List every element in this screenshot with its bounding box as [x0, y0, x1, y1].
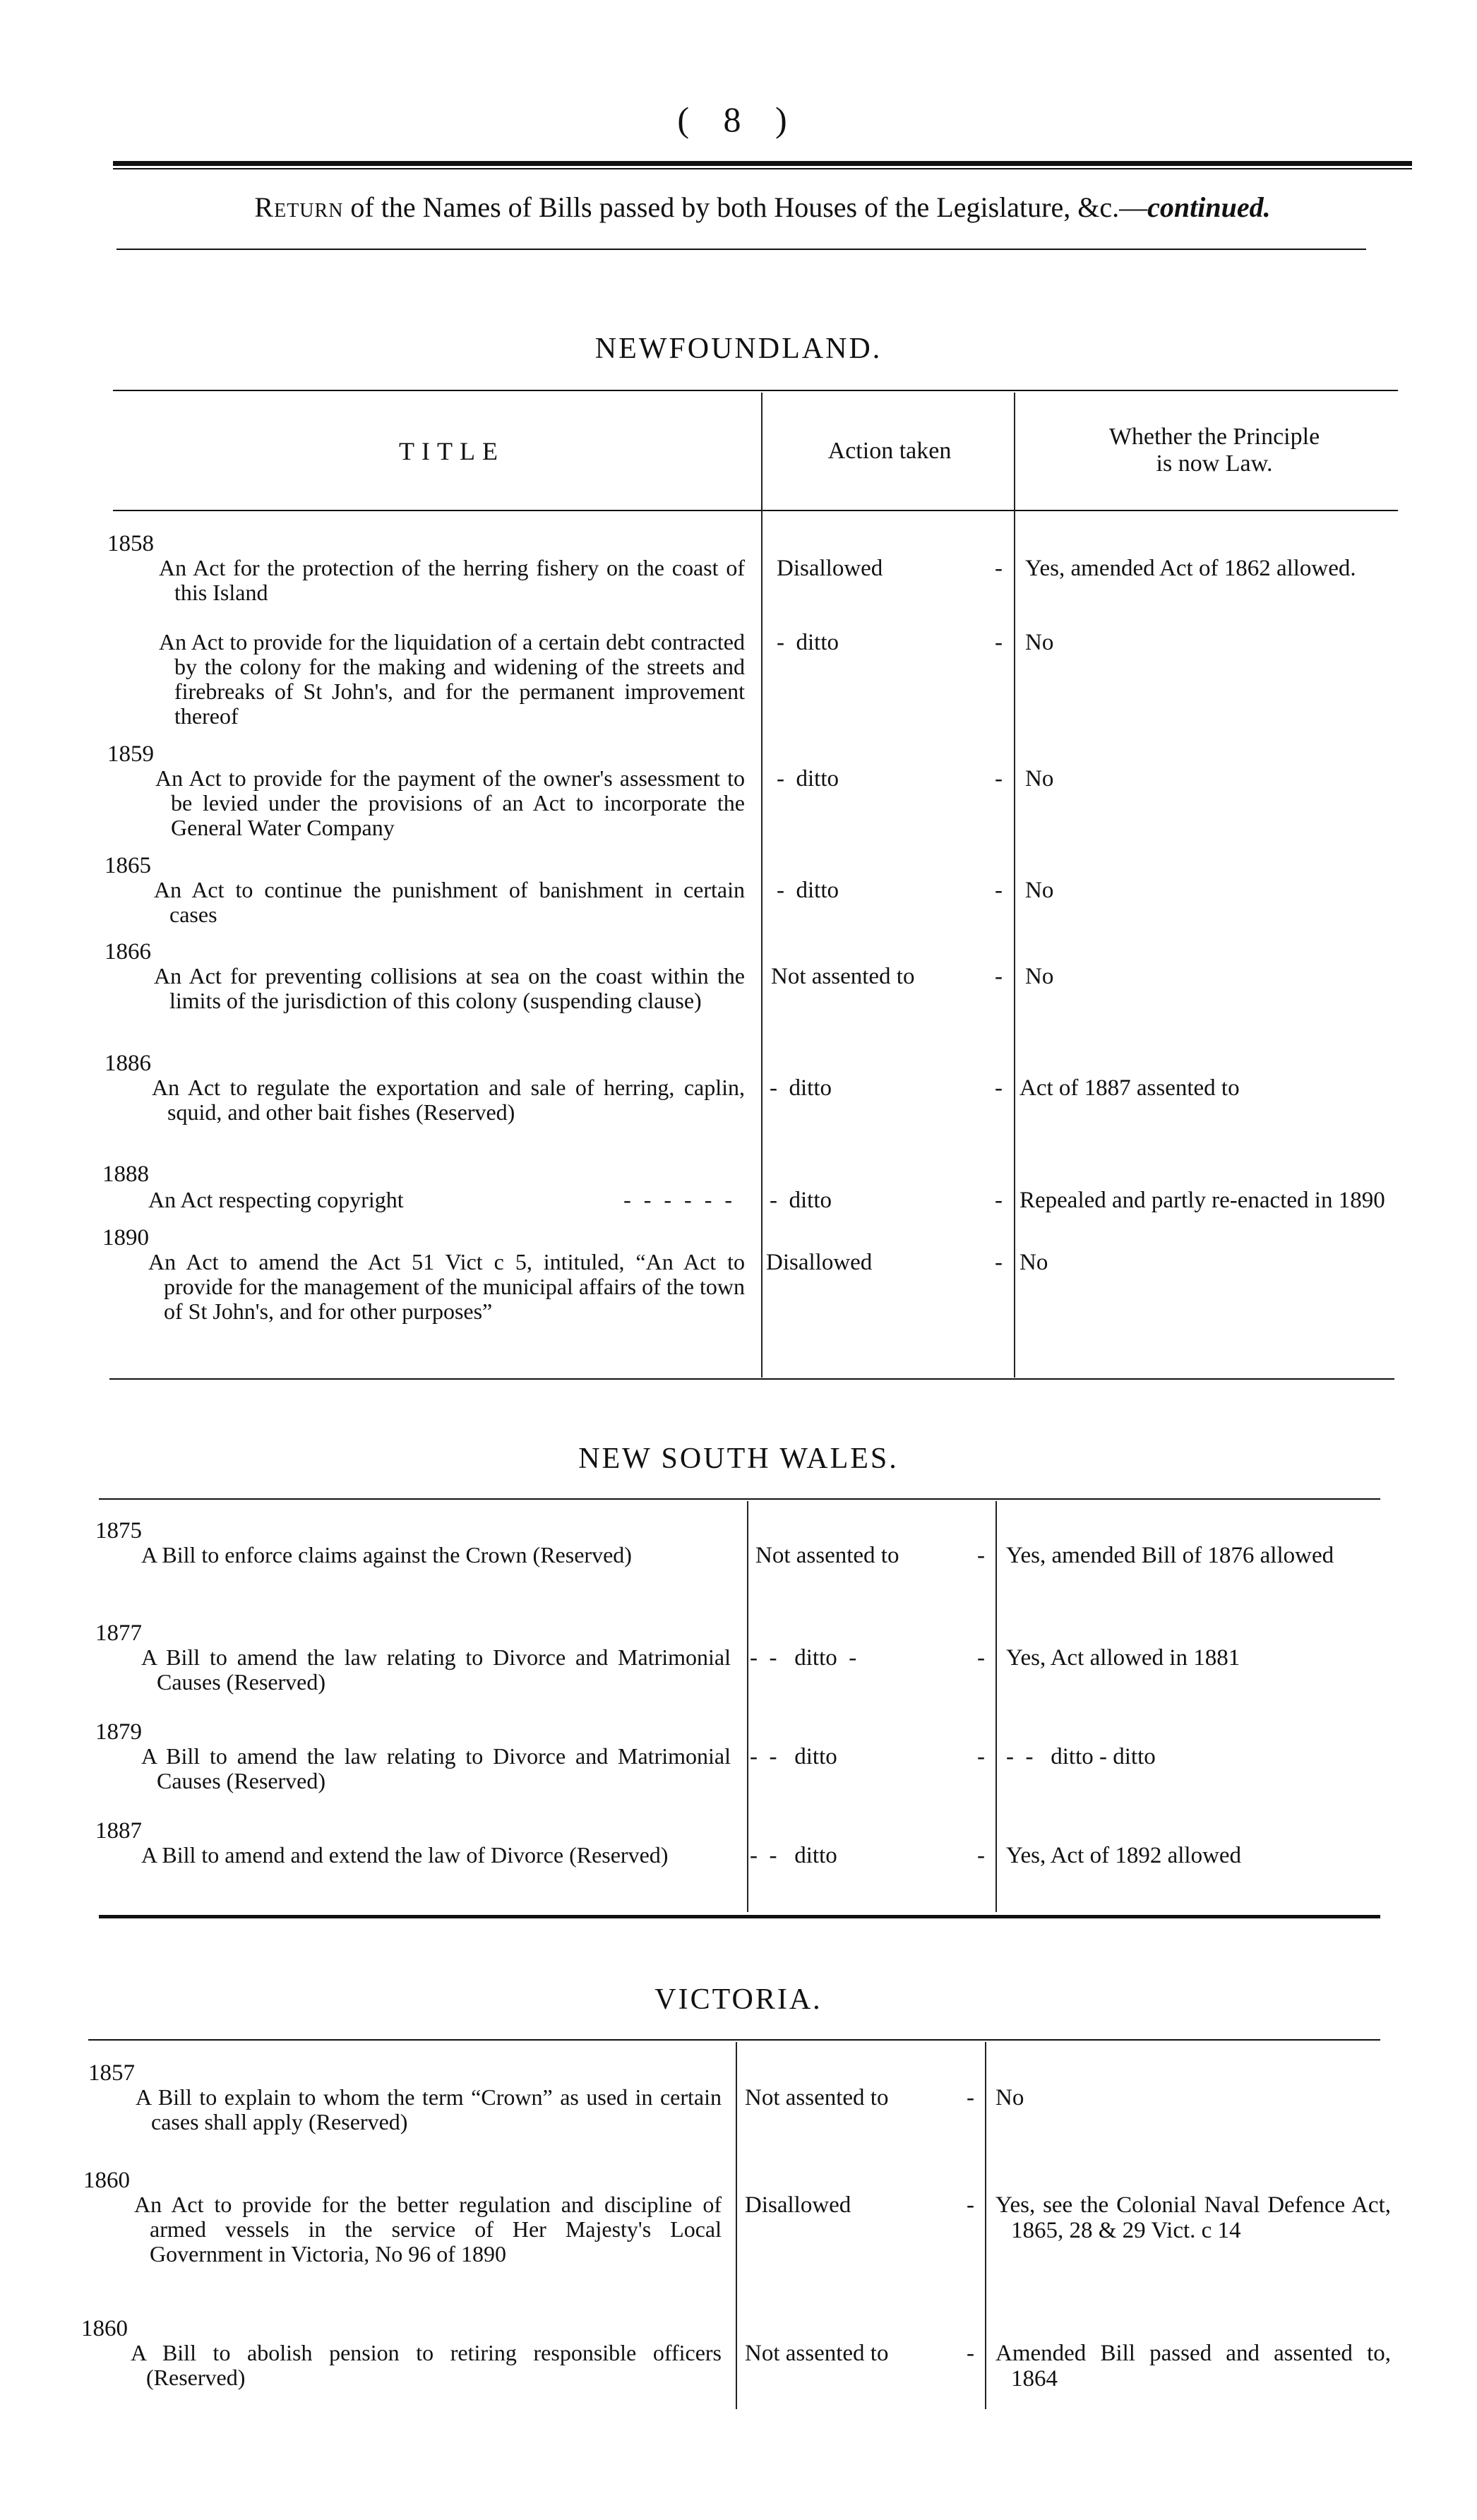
row-action: Disallowed - — [766, 1250, 1003, 1275]
header-rule-thin — [113, 168, 1412, 169]
section-heading-new-south-wales: NEW SOUTH WALES. — [578, 1443, 899, 1475]
column-divider — [736, 2042, 737, 2409]
table-top-rule — [88, 2039, 1380, 2041]
row-law-status: Act of 1887 assented to — [1019, 1075, 1240, 1101]
row-law-status: Yes, Act allowed in 1881 — [1006, 1645, 1240, 1671]
row-year: 1866 — [104, 939, 151, 965]
table-top-rule — [99, 1498, 1380, 1500]
running-title-suffix: continued. — [1147, 191, 1271, 223]
table-top-rule — [113, 390, 1398, 391]
column-header-action: Action taken — [827, 438, 952, 464]
row-law-status: No — [1025, 630, 1054, 655]
row-year: 1858 — [107, 531, 154, 556]
row-law-status: No — [995, 2085, 1024, 2110]
column-divider — [747, 1501, 748, 1912]
row-action: Not assented to - — [771, 964, 1003, 989]
row-action: - - ditto - - — [750, 1645, 985, 1671]
row-action: Not assented to - — [745, 2085, 974, 2110]
row-law-status: No — [1019, 1250, 1048, 1275]
row-law-status: No — [1025, 766, 1054, 792]
row-title: An Act for preventing collisions at sea on the coast within the limits of the jurisdiction of this colony (suspending clause) — [154, 963, 745, 1013]
row-title: An Act to provide for the payment of the owner's assessment to be levied under the provisions of an Act to incorporate the General Water Company — [155, 765, 745, 840]
row-law-status: Yes, amended Act of 1862 allowed. — [1025, 556, 1356, 581]
row-year: 1879 — [95, 1719, 142, 1745]
row-year: 1886 — [104, 1051, 151, 1076]
row-law-status: Yes, Act of 1892 allowed — [1006, 1843, 1242, 1868]
running-title-main: of the Names of Bills passed by both Houses of the Legislature, &c.— — [343, 191, 1148, 223]
row-year: 1875 — [95, 1518, 142, 1543]
column-header-rule — [113, 510, 1398, 511]
row-title: A Bill to amend and extend the law of Divorce (Reserved) — [141, 1842, 669, 1868]
row-law-status: Yes, amended Bill of 1876 allowed — [1006, 1543, 1334, 1568]
column-divider — [985, 2042, 986, 2409]
row-action: - ditto - — [770, 1188, 1003, 1213]
row-title: An Act to provide for the better regulation and discipline of armed vessels in the service of Her Majesty's Local Government in Victoria, No 96 of 1890 — [134, 2192, 722, 2267]
row-action: - - ditto - — [750, 1843, 985, 1868]
row-title: An Act to continue the punishment of banishment in certain cases — [154, 877, 745, 927]
row-action: - ditto - — [777, 878, 1003, 903]
running-title — [113, 191, 1412, 224]
row-title: An Act to regulate the exportation and sale of herring, caplin, squid, and other bait fishes (Reserved) — [152, 1075, 745, 1125]
row-law-status: No — [1025, 964, 1054, 989]
running-title-rule — [116, 249, 1366, 250]
row-year: 1890 — [102, 1225, 149, 1250]
section-bottom-rule — [109, 1378, 1394, 1380]
row-year: 1865 — [104, 853, 151, 878]
row-year: 1857 — [88, 2060, 135, 2086]
row-action: - ditto - — [770, 1075, 1003, 1101]
row-year: 1859 — [107, 741, 154, 767]
column-divider — [761, 393, 763, 1378]
page-number: ( 8 ) — [677, 100, 800, 139]
row-title: An Act to provide for the liquidation of a certain debt contracted by the colony for the making and widening of the streets and firebreaks of St John's, and for the permanent improvement thereof — [159, 629, 745, 729]
row-year: 1860 — [83, 2168, 130, 2193]
row-year: 1860 — [81, 2316, 128, 2341]
row-action: Not assented to - — [755, 1543, 985, 1568]
row-law-status: - - ditto - ditto — [1006, 1744, 1156, 1769]
column-header-law: Whether the Principle is now Law. — [1108, 424, 1320, 477]
section-heading-victoria: VICTORIA. — [654, 1983, 823, 2016]
column-divider — [995, 1501, 997, 1912]
row-title: An Act to amend the Act 51 Vict c 5, intituled, “An Act to provide for the management of the municipal affairs of the town of St John's, and for other purposes” — [148, 1249, 745, 1324]
row-title: A Bill to abolish pension to retiring responsible officers (Reserved) — [131, 2340, 722, 2390]
row-law-status: Amended Bill passed and assented to, 1864 — [995, 2341, 1391, 2391]
row-year: 1887 — [95, 1818, 142, 1844]
row-title: An Act respecting copyright ------ — [148, 1187, 745, 1212]
header-rule-thick — [113, 161, 1412, 166]
section-heading-newfoundland: NEWFOUNDLAND. — [594, 333, 883, 365]
section-bottom-rule-thick — [99, 1915, 1380, 1918]
row-action: Not assented to - — [745, 2341, 974, 2366]
row-law-status: No — [1025, 878, 1054, 903]
row-year: 1888 — [102, 1162, 149, 1187]
row-title: A Bill to enforce claims against the Crown (Reserved) — [141, 1542, 632, 1567]
row-action: Disallowed - — [777, 556, 1003, 581]
row-title: A Bill to explain to whom the term “Crown” as used in certain cases shall apply (Reserved) — [136, 2084, 722, 2134]
row-action: Disallowed - — [745, 2192, 974, 2218]
row-law-status: Repealed and partly re-enacted in 1890 — [1019, 1188, 1385, 1213]
row-title: A Bill to amend the law relating to Divorce and Matrimonial Causes (Reserved) — [141, 1743, 731, 1793]
row-year: 1877 — [95, 1620, 142, 1646]
column-header-title: TITLE — [399, 437, 505, 465]
row-title: An Act for the protection of the herring fishery on the coast of this Island — [159, 555, 745, 605]
row-action: - ditto - — [777, 630, 1003, 655]
row-title: A Bill to amend the law relating to Divorce and Matrimonial Causes (Reserved) — [141, 1644, 731, 1695]
row-action: - - ditto - — [750, 1744, 985, 1769]
row-law-status: Yes, see the Colonial Naval Defence Act, 1865, 28 & 29 Vict. c 14 — [995, 2192, 1391, 2243]
column-divider — [1014, 393, 1015, 1378]
row-action: - ditto - — [777, 766, 1003, 792]
running-title-prefix: Return — [254, 191, 344, 223]
